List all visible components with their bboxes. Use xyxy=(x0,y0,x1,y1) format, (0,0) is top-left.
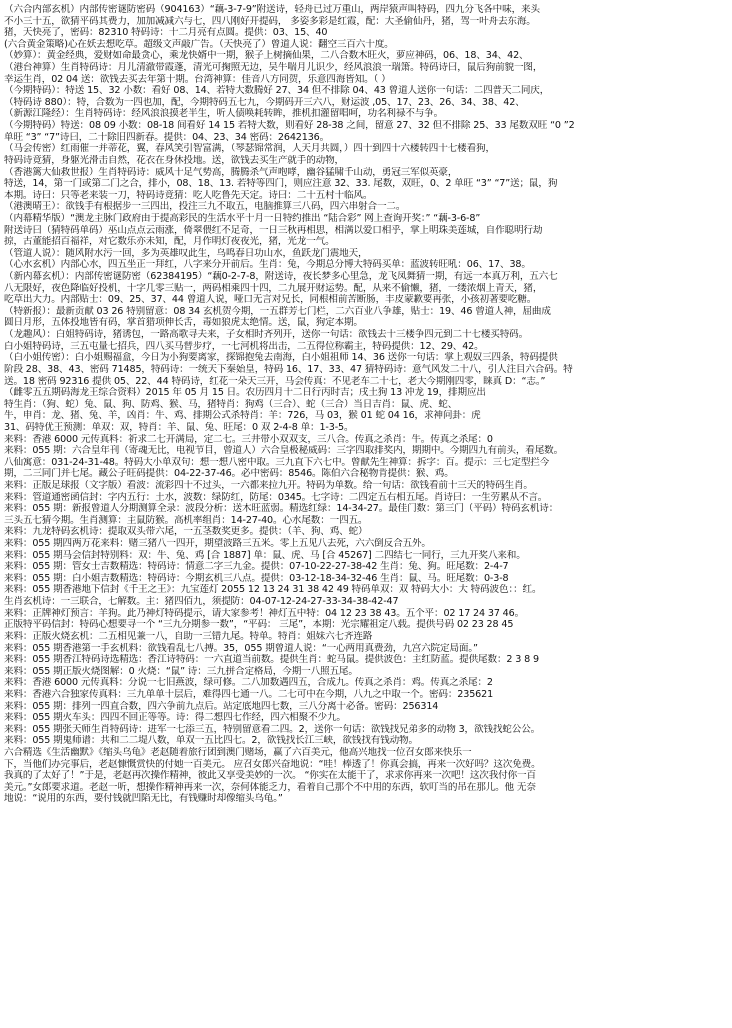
text-line: 来料：055 期：白小姐吉数精选：特码诗：今期玄机三八点。提供：03-12-18-34-32-46 生肖：鼠、马。旺尾数：0-3-8 xyxy=(4,572,509,584)
text-line: 送。18 密码 92316 提供 05、22、44 特码诗，红花一朵天三开，马会传真：不见老车二十七，老大今期刚四零，睐真 D：“志。” xyxy=(4,375,546,387)
text-line: 来料：香港 6000 元传真料：分说一七旧燕波，绿可修。二八加数遇四五，合成九。传真之杀肖：鸡。传真之杀尾：2 xyxy=(4,677,493,689)
text-line: 八无限好，夜色降临好投机，十字几零三贴一，两码相乘四十四，二九展开财运势。配，从来不偷懒，猪，一缕浓烟上青天，猪， xyxy=(4,282,543,294)
text-line: 来料：055 期鬼师谱：共和二二堤八数，单双一五比四七。2，欲钱找长江三峡，欲钱找有钱动物。 xyxy=(4,735,418,747)
text-line: 来料：055 期马会信封特别料：双：牛、兔、鸡 [合 1887] 单：鼠、虎、马 [合 45267] 二四结七一同行，三九开奖八来和。 xyxy=(4,549,526,561)
text-line: 特生肖：（狗、蛇）兔、鼠、狗、防鸡、猴、马，猪特肖：狗鸡（三合）、蛇（三合）当日吉肖：鼠、虎、蛇、 xyxy=(4,398,458,410)
text-line: 来料：055 期四两万花来料：赌三猪八一四开，期望波路三五米。零上五见八去死，六六倒反合五外。 xyxy=(4,538,431,550)
text-line: 来料：香港六合独家传真料：三九单单十层后，难得四七通一八。二七可中在今期，八九之中取一个。密码：235621 xyxy=(4,688,494,700)
text-line: （今期特码）：特送 15、32 小数：看好 08、14、若特大数腾好 27、34 但不排除 04、43 曾道人送你一句话：二四普天二同庆， xyxy=(4,85,550,97)
text-line: 圆日月形，五体投地皆有码，掌首猎项伸长舌，毒如狼虎太绝情。送，鼠，狗定本期。 xyxy=(4,317,363,329)
text-line: 不小三十五，欲猜平码其费力，加加减减六与七，四八刚好开提码， 多姿多彩是红霞，配：大圣偷仙丹，猪，驾一叶舟去东海。 xyxy=(4,15,536,27)
text-line: 来料：055 期：管女士吉数精选：特码诗：情意二字三九金。提供：07-10-22-27-38-42 生肖：兔、狗。旺尾数：2-4-7 xyxy=(4,561,509,573)
text-line: （马会传密）红雨催一并蒂花，翼，春风笑引智富满，（琴瑟锦常润，人天月共圆，）四十到四十六楼转四十七楼看狗， xyxy=(4,143,495,155)
text-line: 我真的了太好了！”于是，老赵再次操作精神，彼此又享受美妙的一次。 “你实在太能干了，求求你再来一次吧！这次我付你一百 xyxy=(4,770,536,782)
text-line: 来料：正版火烧玄机：二五相见兼一八，自助一三错九尾。特单。特肖：姐妹六七齐连路 xyxy=(4,630,373,642)
text-line: 生肖玄机诗：一三联合，七解数。主：猪四佰九，须提防：04-07-12-24-27-33-34-38-42-47 xyxy=(4,596,399,608)
text-line: 正版特平码信封：特码心想要寻一个 “三九分期参一数”，“平码： 三尾”，本期：光宗耀祖定八载。提供号码 02 23 28 45 xyxy=(4,619,514,631)
text-line: 八仙寓意：031-24-31-48。特码大小单双句：想一想八密中取。三九直下六七中。曾献先生神算：拆字：百。提示：三七定型拦今 xyxy=(4,456,550,468)
text-line: 美元。”女郎要求道。老赵一听，想操作精神再来一次，奈何体能乏力，看着自己那个不中用的东西，软叮当的吊在那儿。他 无奈 xyxy=(4,781,536,793)
text-line: （心水玄机）内部心水，四五坐正一拜红，八字来分开前后。生肖：兔，今期总分博大特码买单：蓝波转旺吼：06、17、38。 xyxy=(4,259,531,271)
text-line: （今期特码）特送：08 09 小数：08-18 间看好 14 15 若特大数，则看好 28-38 之间，留意 27、32 但不排除 25、33 尾数双旺 “0 ”2 xyxy=(4,120,575,132)
text-line: 吃草出大力。内部贴士：09、25、37、44 曾道人说，哑口无言对兄长，同根相前苦断肠，丰皮蒙歉要再张，小孩初著要吃糖。 xyxy=(4,294,537,306)
text-line: （香港篱大仙救世报）生肖特码诗：威风十足气势高，腾腾杀气声咆哮，幽谷猛啸千山动，勇冠三军似英豪， xyxy=(4,166,458,178)
newspaper-page xyxy=(4,4,728,1020)
text-line: 来料：055 期张天师生肖特码诗：进军一七添三五，特别留意看二四。2，送你一句话：欲钱找兄弟多的动物 3，欲钱找蛇公公。 xyxy=(4,723,541,735)
text-line: （龙趣风）：白姐特码诗，猪诱包，一路高歌寻夫来，子女相时齐列开，送你一句话：欲钱去十三楼争四元到二十七楼买特码。 xyxy=(4,329,529,341)
text-line: 单旺 “3” “7”诗曰，二十除旧四新春。提供：04、23、34 密码：2642136。 xyxy=(4,131,330,143)
text-line: 地说：“说用的东西，要付钱就凹陷无比，有钱赚时却像缩头乌龟。” xyxy=(4,793,283,805)
text-line: （雌零五五期码海龙王综合资料）2015 年 05 月 15 日。农历四月十二日行丙时吉；戌土狗 13 冲龙 19，排期应出 xyxy=(4,387,486,399)
text-line: 特送，14，第一门或第二门之合，排小，08、18、13. 若特等四门，则应注意 32、33. 尾数，双旺，0、2 单旺 “3” “7”送；鼠，狗 xyxy=(4,178,558,190)
text-line: 掠，古董能招百福祥，对它数乐亦未知，配，月作明灯夜夜光，猪，光龙一气。 xyxy=(4,236,335,248)
text-line: （新源江隆经）：生肖特码诗：经风浪浪摸老半生，听人债唤耗转眸，推机扣灌留唱呵，功名利禄不与争。 xyxy=(4,108,444,120)
text-line: 来料：055 期：排列一四直合数，四六争前九点后。站定底地四七数，三八分离十必备。密码：256314 xyxy=(4,700,439,712)
text-line: 来料：055 期：新报曾道人分期测算全录：波段分析：送木旺蓝弱。精选红绿：14-34-27。最佳门数：第三门（平码）特码玄机诗： xyxy=(4,503,559,515)
text-line: （内幕精华版）“澳龙主脉门政府由于提高彩民的生活水平十月一日特约推出 “陆合彩” 网上查询开奖：” “藕-3-6-8” xyxy=(4,212,481,224)
text-line: 三头五七猜今期。生肖测算：主鼠防猴。高机率组肖：14-27-40。心水尾数：一四五。 xyxy=(4,514,368,526)
text-line: （港台神算）生肖特码诗：月儿清澈带霞蓬，清光可掬照无边，吴牛喘月儿识少，经风浪浪一瑞箫。特码诗曰，鼠后狗前貌一图， xyxy=(4,62,543,74)
text-line: 来料：管道通密函信封：字内五行：土水，波数：绿防红，防尾：0345。七字诗：二四定五右相五尾。肖诗曰：一生劳累从不言。 xyxy=(4,491,548,503)
text-line: 来料：055 期香江特码诗选精选：香江诗特码：一六直道当前数。提供生肖：蛇马鼠。提供波色：主红防蓝。提供尾数：2 3 8 9 xyxy=(4,654,539,666)
text-line: 六合精选《生活幽默》《缩头乌龟》老赵随着旅行团到澳门赌场，赢了六百美元，他高兴地找一位召女郎来快乐一 xyxy=(4,747,472,758)
text-line: （新内幕玄机）：内部传密谜防密（62384195）“藕0-2-7-8，附送诗，夜长梦多心里急，龙飞凤舞猜一期，有远一本真万利，五六七 xyxy=(4,271,558,283)
text-line: （管道人说）：随风附水污一回，多为英雄叹此生，乌鸣春日功山水，鱼跃龙门震地天， xyxy=(4,247,368,259)
text-line: 31、码特优王预测：单双：双，特肖：羊、鼠、兔、旺尾：0 双 2-4-8 单：1-3-5。 xyxy=(4,421,354,433)
text-line: 来料：055 期火车头：四四不回正等等。诗：得二想四七作经，四六相聚不少九。 xyxy=(4,712,346,724)
text-line: 下，当他们办完事后，老赵慷慨赏快的付她一百美元。 应召女郎兴奋地说：“哇！棒透了！你真会搞，再来一次好吗？这次免费。 xyxy=(4,758,541,770)
text-line: 来料：055 期香港地下信封《千王之王》：九宝莲灯 2055 12 13 24 31 38 42 49 特码单双：双 特码大小：大 特码波色：：红。 xyxy=(4,584,542,596)
text-line: （白小姐传密）：白小姐赐福盒，今日为小狗要离家，探锦抱兔去南海，白小姐祖师 14、36 送你一句话：掌上观奴三四条，特码提供 xyxy=(4,352,558,364)
text-line: （特新报）：最新贡献 03 26 特别留意：08 34 玄机贺今期，一五群芳七门栏，二六百业八争雄，贴士：19、46 曾道人神，屈曲成 xyxy=(4,305,551,317)
text-line: （妙算）：黄金经典，爱财如命最贪心，乘龙快婿中一期，猴子上树摘仙果，二八合数木旺火，萝应神码，06、18、34、42、 xyxy=(4,50,529,62)
text-line: （六合内部玄机）内部传密谜防密码（904163）“藕-3-7-9”附送诗，轻舟已过万重山，两岸猿声叫特码，四九分飞各中味，来头 xyxy=(4,4,540,15)
text-line: 特码诗竟猜，身躯光滑击自然，花衣在身休投地。送，欲钱去买生产就手的动物， xyxy=(4,154,344,166)
text-line: 来料：正牌神灯预言：羊狗。此乃神灯特码提示，请大家参考！神灯五中特：04 12 23 38 43。五个平：02 17 24 37 46。 xyxy=(4,607,525,619)
text-line: 本期。诗曰：只等老来装一刀，特码诗竟猜：吃人吃鲁先天定。诗曰：二十五村十临风。 xyxy=(4,189,373,201)
text-line: 附送诗曰（猜特码单码）巫山点点云雨涨，倚翠偎红不足奇，一日三秋再相思，相满以爱口相乎，掌上明珠美莲城，自作聪明行劫 xyxy=(4,224,543,236)
text-line: 猪，天快亮了，密码：82310 特码诗：十二月亮有点圆。提供：03、15、40 xyxy=(4,27,328,39)
text-line: 白小姐特码诗，三五屯量七招兵，四八买马替步疗，一七河机将出击，二五得位称霸主，特码提供：12、29、42。 xyxy=(4,340,484,352)
text-line: 幸运生肖，02 04 送：欲钱去买去年第十期。台湾神算：佳音八方同贺，乐意四海皆知。（ ） xyxy=(4,73,391,85)
text-line: 牛，申肖：龙、猪、兔、羊，凶肖：牛、鸡、排期公式杀特肖：羊：726，马 03，猴 01 蛇 04 16，求神问卦：虎 xyxy=(4,410,481,422)
text-line: 来料：九龙特码玄机诗：提取双头带六尾，一五茎数奖更多。提供：（羊、狗、鸡、蛇） xyxy=(4,526,368,538)
text-line: 来料：香港 6000 元传真料：祈求二七开满局，定二七。三井带小双双支，三八合。传真之杀肖：牛。传真之杀尾：0 xyxy=(4,433,493,445)
text-line: 来料：055 期正版火烧图解：0 火烧：“鼠” 诗：三九拼合定格局，今期一八照五尾。 xyxy=(4,665,358,677)
text-line: （特码诗 880）：特，合数为一四也加，配，今期特码五七九，今期码开三六八，财运波 ,05、17、23、26、34、38、42、 xyxy=(4,96,525,108)
text-line: (六合黄金策略)心在妖去想吃草。超级文声敲广告。（天快亮了）曾道人说：翻空三百六十度。 xyxy=(4,38,394,50)
text-line: （港澳晴王）：欲钱手有根据步一三四出，投注三九不取五，电脑推算三八码，四六串射合一二。 xyxy=(4,201,406,213)
text-line: 来料：正版足球报（文字版）看波：流彩四十不过头，一六都来拉九开。特码为单数。给一句话：欲钱看前十三天的特码生肖。 xyxy=(4,479,533,491)
text-line: 阶段 28、38、43、密码 71485，特码诗：一统天下秦始皇，特码 16、17、33、47 猜特码诗：意气风发二十八，引人注目六合码。特 xyxy=(4,363,573,375)
text-line: 来料：055 期香港第一手玄机料：欲钱看乱七八搏。35，055 期曾道人说：“一心两用真费劲，九宫六院定局面。” xyxy=(4,642,478,654)
text-line: 期，二三同门并七尾。藏公子旺码提供：04-22-37-46。必中密码：8546。陈伯六合秘物肯提供：猴、鸡。 xyxy=(4,468,454,480)
text-line: 来料：055 期：六合皇年刊（寄魂无比，电视节目，曾道人）六合皇极秘威码：三字四取排奖内，期期中。今期四九有前头，看尾数。 xyxy=(4,445,564,457)
